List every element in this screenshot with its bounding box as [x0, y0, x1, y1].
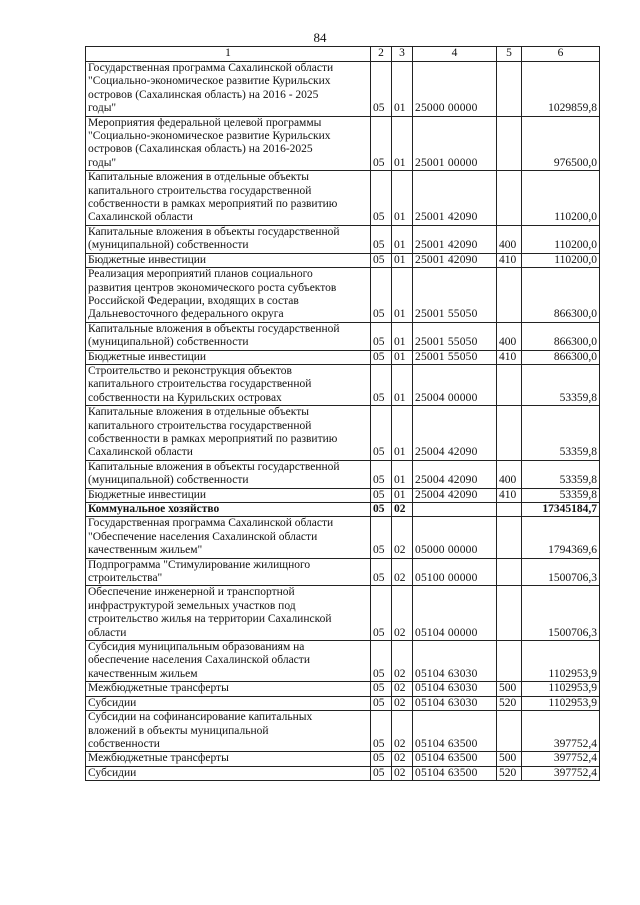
table-row	[86, 517, 600, 558]
table-row	[86, 682, 600, 696]
table-row	[86, 488, 600, 502]
cell-amount: 110200,0	[522, 225, 600, 253]
cell-target-article: 25004 42090	[413, 460, 497, 488]
cell-amount: 1102953,9	[522, 696, 600, 710]
cell-section: 05	[371, 558, 392, 586]
cell-expense-type	[497, 364, 522, 405]
cell-target-article: 25001 42090	[413, 225, 497, 253]
header-cell: 4	[413, 47, 497, 62]
cell-expense-type: 400	[497, 225, 522, 253]
cell-target-article: 25001 55050	[413, 350, 497, 364]
cell-section: 05	[371, 517, 392, 558]
cell-target-article: 25001 55050	[413, 322, 497, 350]
cell-target-article: 25001 55050	[413, 268, 497, 323]
table-row	[86, 171, 600, 226]
cell-amount: 866300,0	[522, 350, 600, 364]
cell-subsection: 01	[392, 488, 413, 502]
cell-subsection: 01	[392, 116, 413, 171]
cell-section: 05	[371, 488, 392, 502]
table-row	[86, 406, 600, 461]
cell-expense-type: 400	[497, 460, 522, 488]
cell-section: 05	[371, 62, 392, 117]
cell-subsection: 02	[392, 682, 413, 696]
cell-target-article: 05104 63500	[413, 711, 497, 752]
cell-amount: 1794369,6	[522, 517, 600, 558]
cell-expense-type	[497, 171, 522, 226]
cell-target-article: 25001 42090	[413, 253, 497, 267]
cell-target-article: 05104 63030	[413, 682, 497, 696]
cell-expense-type	[497, 517, 522, 558]
page-number: 84	[313, 30, 327, 45]
table-row	[86, 460, 600, 488]
table-row	[86, 766, 600, 780]
cell-target-article: 05104 00000	[413, 586, 497, 641]
cell-name: Подпрограмма "Стимулирование жилищного строительства"	[86, 558, 371, 586]
cell-subsection: 01	[392, 460, 413, 488]
cell-amount: 397752,4	[522, 711, 600, 752]
cell-name: Государственная программа Сахалинской области "Обеспечение населения Сахалинской области качественным жильем"	[86, 517, 371, 558]
cell-amount: 1102953,9	[522, 682, 600, 696]
cell-amount: 53359,8	[522, 460, 600, 488]
cell-section: 05	[371, 460, 392, 488]
cell-name: Субсидии на софинансирование капитальных вложений в объекты муниципальной собственности	[86, 711, 371, 752]
cell-expense-type	[497, 711, 522, 752]
cell-subsection: 02	[392, 711, 413, 752]
table-row	[86, 752, 600, 766]
cell-target-article: 25001 42090	[413, 171, 497, 226]
cell-expense-type: 520	[497, 696, 522, 710]
cell-name: Строительство и реконструкция объектов капитального строительства государственной собственности на Курильских островах	[86, 364, 371, 405]
cell-section: 05	[371, 503, 392, 517]
cell-section: 05	[371, 171, 392, 226]
cell-section: 05	[371, 225, 392, 253]
cell-target-article: 25001 00000	[413, 116, 497, 171]
cell-section: 05	[371, 641, 392, 682]
cell-amount: 1102953,9	[522, 641, 600, 682]
header-cell: 5	[497, 47, 522, 62]
cell-expense-type	[497, 503, 522, 517]
cell-target-article: 25004 00000	[413, 364, 497, 405]
cell-name: Бюджетные инвестиции	[86, 253, 371, 267]
cell-target-article: 25004 42090	[413, 406, 497, 461]
cell-expense-type: 410	[497, 253, 522, 267]
cell-subsection: 02	[392, 558, 413, 586]
table-row	[86, 503, 600, 517]
cell-amount: 1500706,3	[522, 558, 600, 586]
cell-name: Капитальные вложения в отдельные объекты капитального строительства государственной собственности в рамках мероприятий по развитию Сахалинской области	[86, 406, 371, 461]
cell-name: Государственная программа Сахалинской области "Социально-экономическое развитие Курильских островов (Сахалинская область) на 2016 - 2025 годы"	[86, 62, 371, 117]
cell-expense-type	[497, 586, 522, 641]
cell-target-article: 05104 63030	[413, 641, 497, 682]
cell-subsection: 01	[392, 350, 413, 364]
cell-amount: 53359,8	[522, 406, 600, 461]
cell-name: Реализация мероприятий планов социального развития центров экономического роста субъектов Российской Федерации, входящих в состав Дальневосточного федерального округа	[86, 268, 371, 323]
cell-section: 05	[371, 364, 392, 405]
cell-section: 05	[371, 682, 392, 696]
cell-section: 05	[371, 268, 392, 323]
cell-section: 05	[371, 350, 392, 364]
header-cell: 2	[371, 47, 392, 62]
table-row	[86, 711, 600, 752]
cell-subsection: 02	[392, 696, 413, 710]
cell-name: Капитальные вложения в объекты государственной (муниципальной) собственности	[86, 460, 371, 488]
cell-subsection: 02	[392, 766, 413, 780]
cell-section: 05	[371, 116, 392, 171]
table-row	[86, 116, 600, 171]
cell-expense-type	[497, 62, 522, 117]
cell-name: Коммунальное хозяйство	[86, 503, 371, 517]
cell-amount: 976500,0	[522, 116, 600, 171]
table-row	[86, 62, 600, 117]
table-row	[86, 268, 600, 323]
cell-expense-type: 400	[497, 322, 522, 350]
cell-subsection: 02	[392, 586, 413, 641]
cell-subsection: 01	[392, 253, 413, 267]
table-row	[86, 586, 600, 641]
cell-amount: 866300,0	[522, 268, 600, 323]
table-row	[86, 253, 600, 267]
cell-name: Обеспечение инженерной и транспортной инфраструктурой земельных участков под строительство жилья на территории Сахалинской области	[86, 586, 371, 641]
cell-target-article: 05104 63500	[413, 766, 497, 780]
cell-amount: 397752,4	[522, 766, 600, 780]
cell-section: 05	[371, 322, 392, 350]
table-row	[86, 225, 600, 253]
cell-section: 05	[371, 253, 392, 267]
cell-expense-type: 500	[497, 682, 522, 696]
cell-expense-type: 410	[497, 488, 522, 502]
table-row	[86, 350, 600, 364]
table-row	[86, 364, 600, 405]
cell-expense-type	[497, 116, 522, 171]
cell-amount: 17345184,7	[522, 503, 600, 517]
cell-target-article: 05104 63030	[413, 696, 497, 710]
cell-amount: 110200,0	[522, 253, 600, 267]
cell-name: Субсидии	[86, 696, 371, 710]
header-cell: 6	[522, 47, 600, 62]
cell-subsection: 01	[392, 225, 413, 253]
header-cell: 3	[392, 47, 413, 62]
cell-amount: 1029859,8	[522, 62, 600, 117]
cell-expense-type	[497, 641, 522, 682]
cell-subsection: 01	[392, 62, 413, 117]
cell-amount: 53359,8	[522, 488, 600, 502]
cell-name: Бюджетные инвестиции	[86, 350, 371, 364]
cell-subsection: 01	[392, 268, 413, 323]
cell-section: 05	[371, 711, 392, 752]
table-row	[86, 558, 600, 586]
cell-subsection: 01	[392, 171, 413, 226]
cell-subsection: 01	[392, 322, 413, 350]
cell-subsection: 02	[392, 503, 413, 517]
cell-name: Межбюджетные трансферты	[86, 752, 371, 766]
cell-subsection: 02	[392, 641, 413, 682]
cell-target-article	[413, 503, 497, 517]
cell-name: Межбюджетные трансферты	[86, 682, 371, 696]
cell-section: 05	[371, 406, 392, 461]
cell-amount: 110200,0	[522, 171, 600, 226]
cell-subsection: 01	[392, 364, 413, 405]
cell-name: Субсидия муниципальным образованиям на обеспечение населения Сахалинской области качественным жильем	[86, 641, 371, 682]
cell-target-article: 05104 63500	[413, 752, 497, 766]
cell-subsection: 01	[392, 406, 413, 461]
cell-name: Капитальные вложения в объекты государственной (муниципальной) собственности	[86, 225, 371, 253]
cell-target-article: 25004 42090	[413, 488, 497, 502]
cell-name: Мероприятия федеральной целевой программы "Социально-экономическое развитие Курильских островов (Сахалинская область) на 2016-2025 годы"	[86, 116, 371, 171]
table-row	[86, 641, 600, 682]
cell-amount: 1500706,3	[522, 586, 600, 641]
cell-subsection: 02	[392, 517, 413, 558]
cell-expense-type: 500	[497, 752, 522, 766]
cell-target-article: 05100 00000	[413, 558, 497, 586]
cell-expense-type: 410	[497, 350, 522, 364]
cell-name: Бюджетные инвестиции	[86, 488, 371, 502]
cell-target-article: 25000 00000	[413, 62, 497, 117]
cell-name: Капитальные вложения в объекты государственной (муниципальной) собственности	[86, 322, 371, 350]
header-cell: 1	[86, 47, 371, 62]
cell-section: 05	[371, 766, 392, 780]
cell-section: 05	[371, 752, 392, 766]
cell-name: Капитальные вложения в отдельные объекты капитального строительства государственной собственности в рамках мероприятий по развитию Сахалинской области	[86, 171, 371, 226]
cell-amount: 866300,0	[522, 322, 600, 350]
cell-name: Субсидии	[86, 766, 371, 780]
table-header-row	[86, 47, 600, 62]
cell-amount: 53359,8	[522, 364, 600, 405]
cell-target-article: 05000 00000	[413, 517, 497, 558]
cell-subsection: 02	[392, 752, 413, 766]
cell-section: 05	[371, 586, 392, 641]
budget-table	[85, 46, 600, 781]
cell-expense-type: 520	[497, 766, 522, 780]
cell-expense-type	[497, 558, 522, 586]
cell-section: 05	[371, 696, 392, 710]
table-row	[86, 696, 600, 710]
cell-expense-type	[497, 268, 522, 323]
table-row	[86, 322, 600, 350]
cell-expense-type	[497, 406, 522, 461]
cell-amount: 397752,4	[522, 752, 600, 766]
budget-table-body	[86, 47, 600, 781]
